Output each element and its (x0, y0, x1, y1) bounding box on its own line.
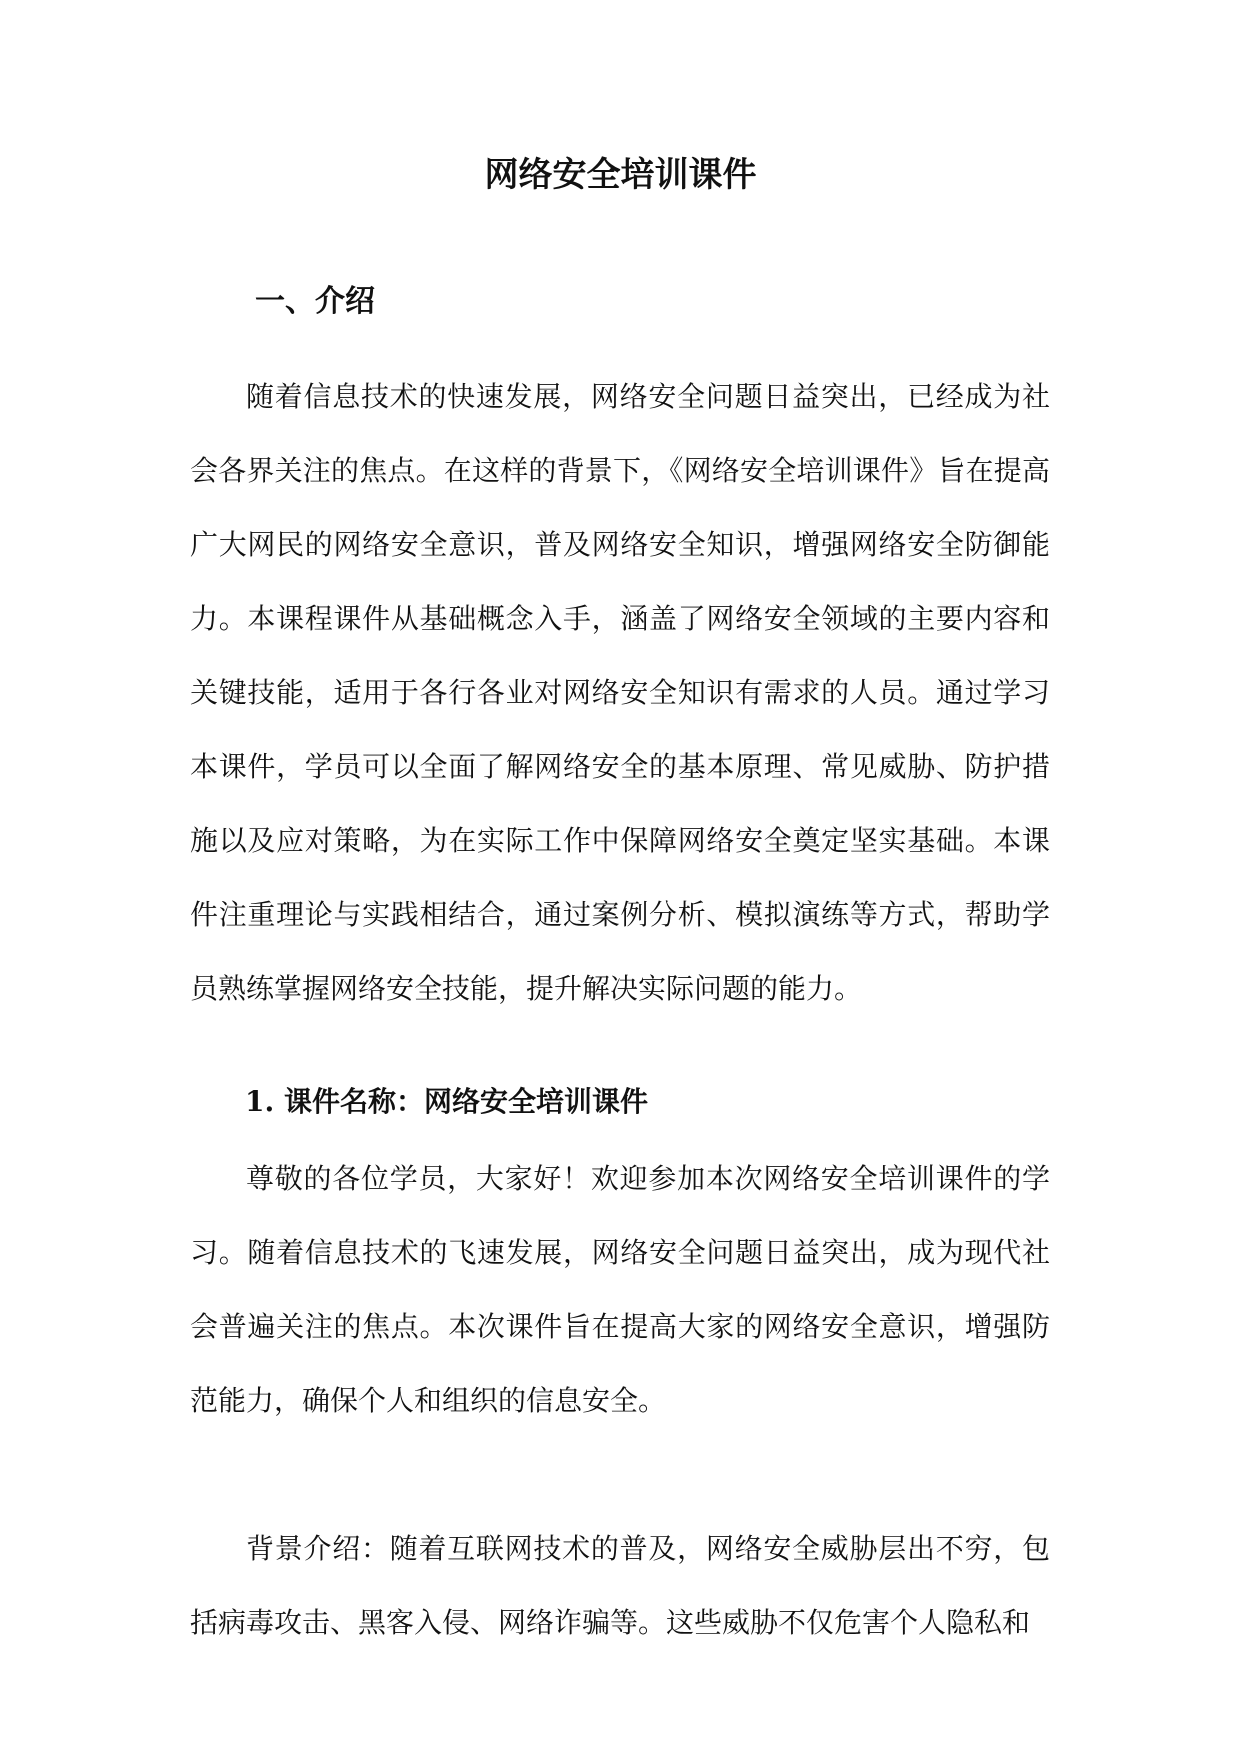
section-heading-introduction: 一、介绍 (255, 284, 375, 319)
background-paragraph: 背景介绍：随着互联网技术的普及，网络安全威胁层出不穷，包括病毒攻击、黑客入侵、网络诈骗等。这些威胁不仅危害个人隐私和 (190, 1532, 1050, 1639)
introduction-paragraph: 随着信息技术的快速发展，网络安全问题日益突出，已经成为社会各界关注的焦点。在这样的背景下，《网络安全培训课件》旨在提高广大网民的网络安全意识，普及网络安全知识，增强网络安全防御能力。本课程课件从基础概念入手，涵盖了网络安全领域的主要内容和关键技能，适用于各行各业对网络安全知识有需求的人员。通过学习本课件，学员可以全面了解网络安全的基本原理、常见威胁、防护措施以及应对策略，为在实际工作中保障网络安全奠定坚实基础。本课件注重理论与实践相结合，通过案例分析、模拟演练等方式，帮助学员熟练掌握网络安全技能，提升解决实际问题的能力。 (190, 380, 1050, 1005)
subsection-heading-course-name: 1. 课件名称：网络安全培训课件 (245, 1085, 648, 1118)
welcome-paragraph: 尊敬的各位学员，大家好！欢迎参加本次网络安全培训课件的学习。随着信息技术的飞速发展，网络安全问题日益突出，成为现代社会普遍关注的焦点。本次课件旨在提高大家的网络安全意识，增强防范能力，确保个人和组织的信息安全。 (190, 1162, 1050, 1417)
document-title: 网络安全培训课件 (484, 155, 757, 195)
